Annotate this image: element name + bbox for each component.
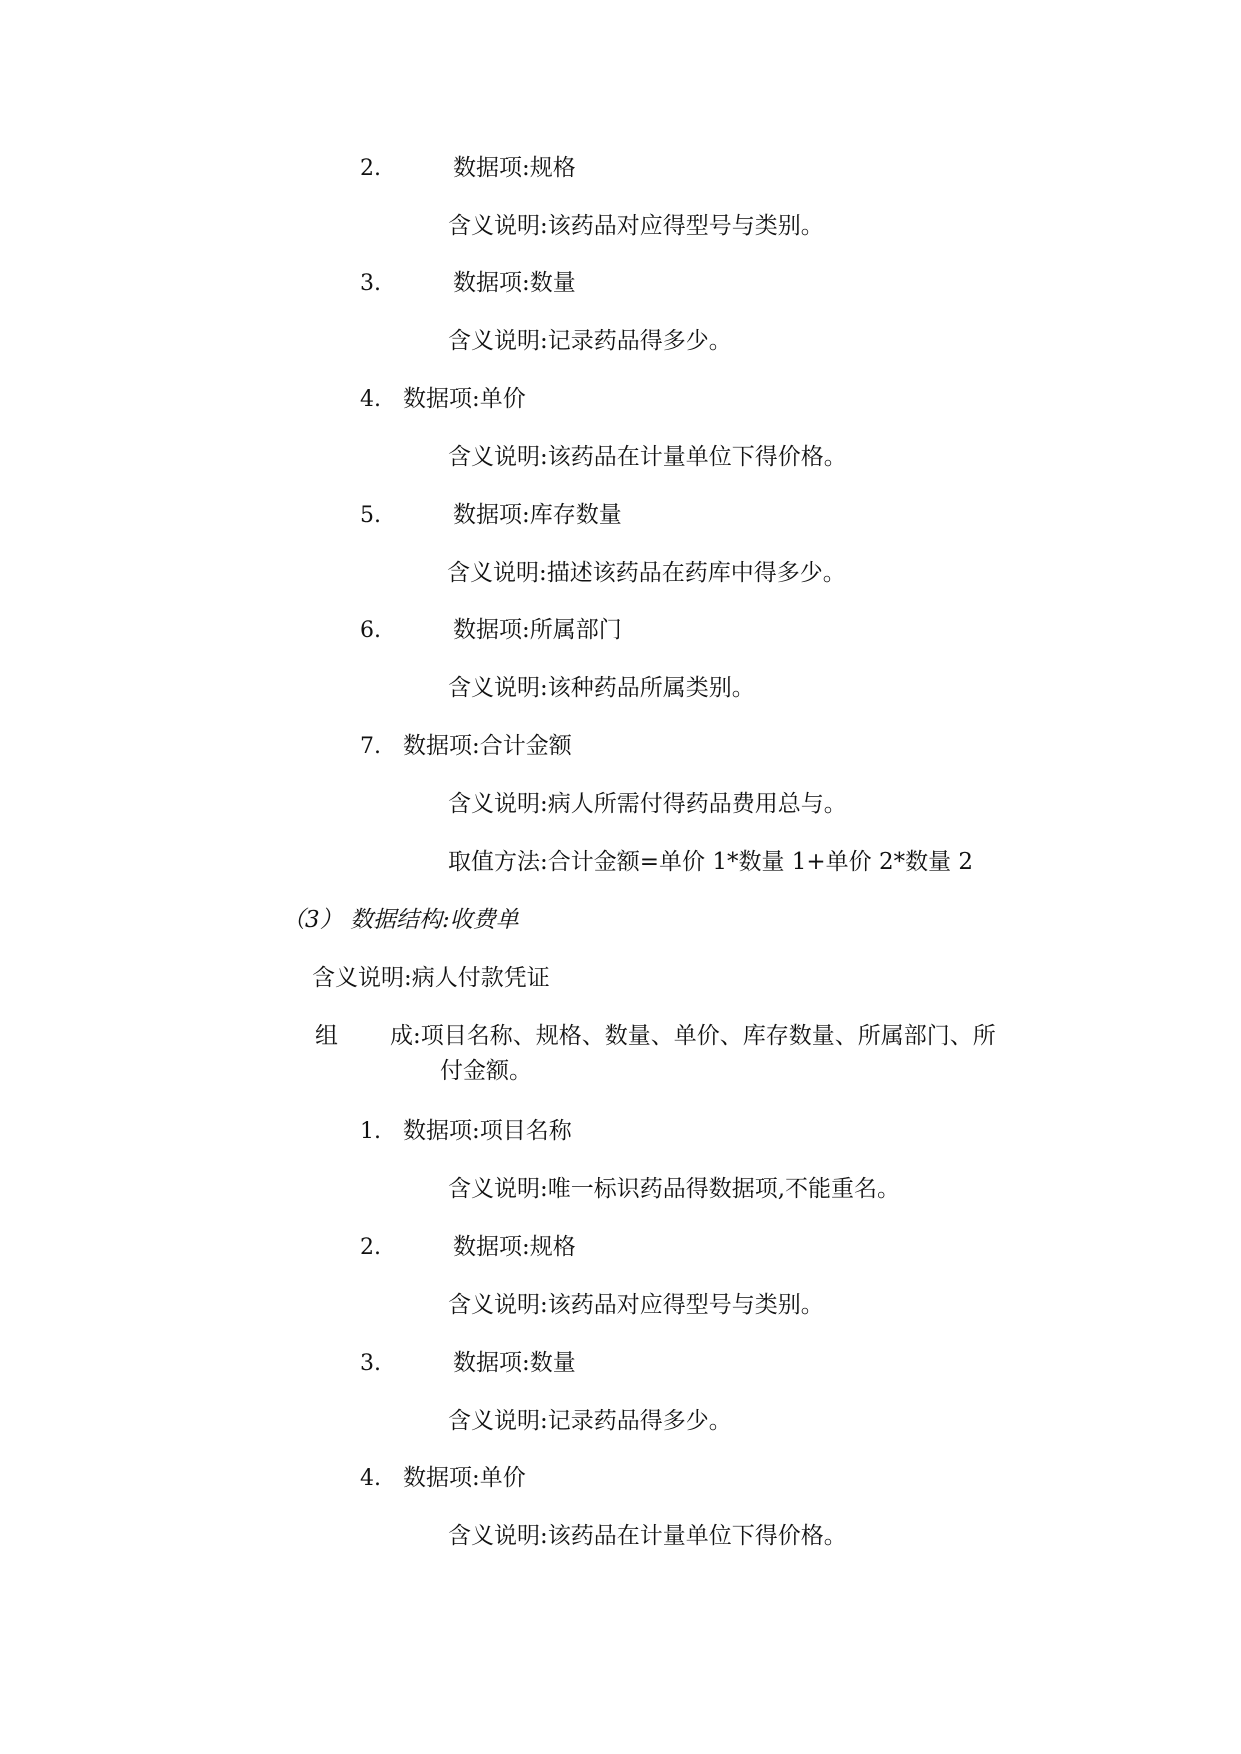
item-number: 3. — [360, 1351, 381, 1376]
data-item-title: 数据项:数量 — [453, 270, 576, 296]
data-item-title: 数据项:单价 — [403, 386, 526, 412]
item-number: 4. — [360, 1466, 381, 1491]
item-number: 3. — [360, 271, 381, 296]
data-item-description: 含义说明:描述该药品在药库中得多少。 — [447, 560, 846, 586]
data-item-description: 含义说明:该药品对应得型号与类别。 — [448, 1292, 824, 1318]
item-number: 1. — [360, 1119, 381, 1144]
data-item-title: 数据项:合计金额 — [403, 733, 572, 759]
value-method: 取值方法:合计金额=单价 1*数量 1+单价 2*数量 2 — [448, 849, 974, 875]
data-item-description: 含义说明:该药品在计量单位下得价格。 — [448, 444, 847, 470]
data-item-description: 含义说明:病人所需付得药品费用总与。 — [448, 791, 847, 817]
data-item-title: 数据项:项目名称 — [403, 1118, 572, 1144]
section-meaning: 含义说明:病人付款凭证 — [312, 965, 550, 991]
item-number: 2. — [360, 1235, 381, 1260]
composition-text: 成:项目名称、规格、数量、单价、库存数量、所属部门、所 — [390, 1023, 996, 1049]
data-item-title: 数据项:库存数量 — [453, 502, 622, 528]
data-item-description: 含义说明:记录药品得多少。 — [448, 328, 732, 354]
item-number: 2. — [360, 156, 381, 181]
data-item-title: 数据项:所属部门 — [453, 617, 622, 643]
section-heading: （3） 数据结构:收费单 — [282, 907, 519, 933]
item-number: 7. — [360, 734, 381, 759]
composition-continuation: 付金额。 — [440, 1058, 532, 1084]
data-item-description: 含义说明:唯一标识药品得数据项,不能重名。 — [448, 1176, 901, 1202]
item-number: 5. — [360, 503, 381, 528]
data-item-title: 数据项:单价 — [403, 1465, 526, 1491]
data-item-title: 数据项:数量 — [453, 1350, 576, 1376]
data-item-description: 含义说明:该药品在计量单位下得价格。 — [448, 1523, 847, 1549]
composition-label: 组 — [315, 1023, 338, 1049]
data-item-description: 含义说明:该种药品所属类别。 — [448, 675, 755, 701]
item-number: 4. — [360, 387, 381, 412]
data-item-title: 数据项:规格 — [453, 1234, 576, 1260]
data-item-description: 含义说明:记录药品得多少。 — [448, 1408, 732, 1434]
data-item-title: 数据项:规格 — [453, 155, 576, 181]
data-item-description: 含义说明:该药品对应得型号与类别。 — [448, 213, 824, 239]
item-number: 6. — [360, 618, 381, 643]
